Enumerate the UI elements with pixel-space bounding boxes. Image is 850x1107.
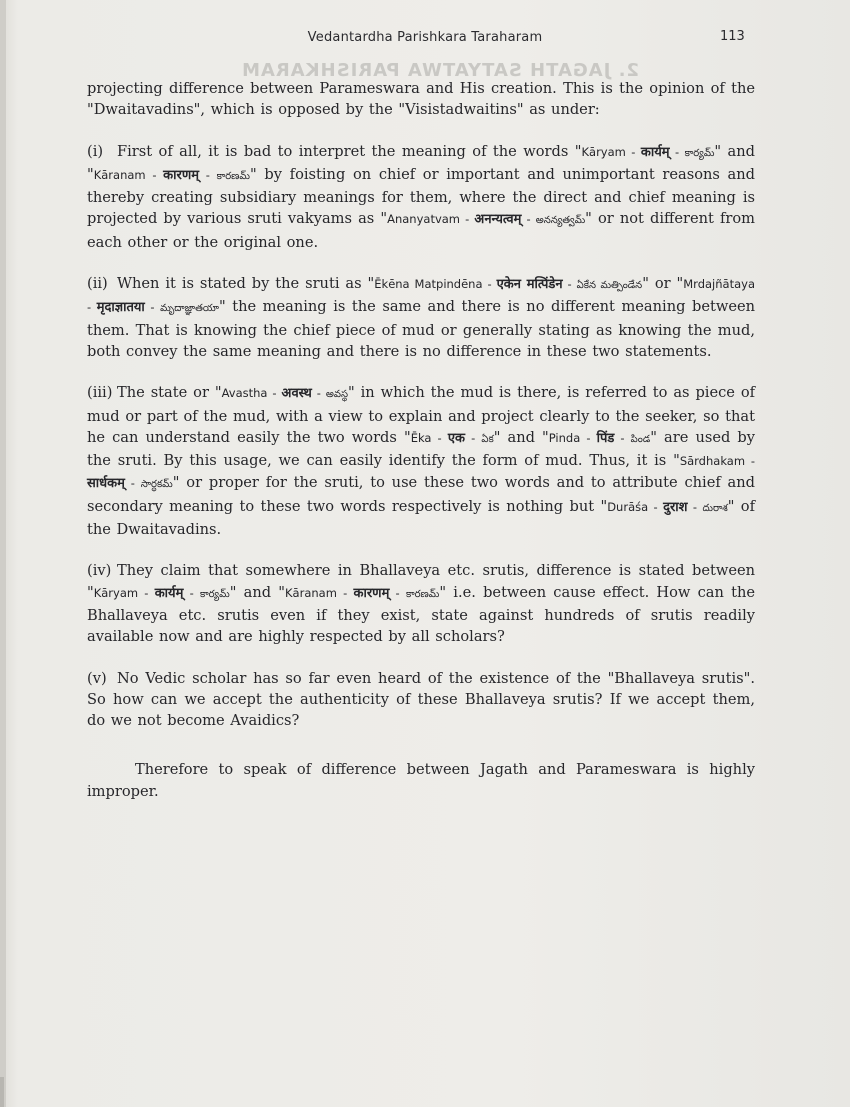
transliteration: Ēkēna Matpindēna - (374, 277, 497, 292)
item-label: (iv) (87, 562, 112, 580)
separator: - (144, 300, 161, 315)
transliteration: Kāryam - (93, 585, 155, 600)
item-label: (v) (87, 669, 107, 687)
transliteration: Sārdhakam - (679, 454, 755, 469)
telugu-term: పిండ (630, 433, 651, 445)
telugu-term: సార్ధకమ్ (140, 479, 173, 491)
transliteration: Pinda - (548, 430, 597, 445)
separator: - (614, 430, 631, 445)
devanagari-term: एक (447, 430, 465, 446)
devanagari-term: कारणम् (163, 167, 200, 183)
paragraph-iv (87, 560, 755, 647)
text: " the meaning is the same and there is no different meaning between them. That is knowing the chief piece of mud or generally stating as knowing the mud, both convey the same meaning and there is no difference in these two statements. (87, 298, 755, 360)
separator: - (465, 430, 482, 445)
separator: - (199, 167, 217, 182)
devanagari-term: मृदाज्ञातया (96, 300, 145, 316)
body-text (87, 78, 755, 822)
paragraph-iii (87, 382, 755, 540)
separator: - (687, 499, 703, 514)
intro-paragraph: projecting difference between Parameswara and His creation. This is the opinion of the "Dwaitavadins", which is opposed by the "Visistadwaitins" as under: (87, 80, 755, 119)
page-number: 113 (720, 29, 745, 44)
text: " and " (229, 583, 285, 601)
telugu-term: అనన్యత్వమ్ (535, 215, 586, 227)
devanagari-term: कार्यम् (154, 585, 184, 601)
transliteration: Kāranam - (93, 167, 164, 182)
text: " by foisting on chief or important and unimportant reasons and thereby creating subsidiary meanings for them, where the direct and chief meaning is projected by various sruti vakyams as " (87, 165, 755, 228)
telugu-term: కార్యమ్ (199, 588, 230, 600)
devanagari-term: अनन्यत्वम् (474, 212, 522, 228)
text: First of all, it is bad to interpret the meaning of the words " (117, 142, 582, 160)
telugu-term: అవస్థ (325, 389, 348, 401)
item-label: (i) (87, 142, 104, 160)
separator: - (311, 386, 326, 401)
text: " are used by the sruti. By this usage, we can easily identify the form of mud. Thus, it is " (87, 428, 755, 470)
separator: - (562, 277, 577, 292)
text: " and " (493, 428, 549, 446)
paragraph-i (87, 141, 755, 253)
devanagari-term: कार्यम् (640, 144, 670, 160)
text: The state or " (117, 384, 222, 402)
text: When it is stated by the sruti as " (117, 275, 375, 293)
text: " and " (87, 142, 755, 183)
text: No Vedic scholar has so far even heard of the existence of the "Bhallaveya srutis". So how can we accept the authenticity of these Bhallaveya srutis? If we accept them, do we not become Avaidics? (87, 669, 755, 730)
item-label: (ii) (87, 275, 108, 293)
conclusion-paragraph (87, 759, 755, 802)
transliteration: Durāśa - (607, 499, 664, 514)
transliteration: Kāryam - (581, 144, 641, 159)
separator: - (183, 585, 200, 600)
transliteration: Mrdajñātaya - (87, 277, 755, 315)
separator: - (389, 585, 406, 600)
separator: - (521, 212, 536, 227)
telugu-term: కారణమ్ (405, 588, 440, 600)
text: " of the Dwaitavadins. (87, 497, 755, 539)
devanagari-term: एकेन मत्पिंडेन (496, 277, 563, 293)
transliteration: Kāranam - (285, 585, 354, 600)
text: They claim that somewhere in Bhallaveya etc. srutis, difference is stated between " (87, 562, 755, 601)
telugu-term: దురాశ (702, 502, 728, 514)
telugu-term: కార్యమ్ (684, 147, 715, 159)
devanagari-term: पिंड (596, 430, 615, 446)
separator: - (669, 144, 685, 159)
separator: - (124, 476, 141, 491)
devanagari-term: अवस्थ (281, 386, 312, 402)
transliteration: Avastha - (221, 386, 282, 401)
telugu-term: కారణమ్ (216, 170, 251, 182)
paragraph-ii (87, 273, 755, 362)
text: " in which the mud is there, is referred to as piece of mud or part of the mud, with a view to explain and project clearly to the seeker, so that he can understand easily the two words " (87, 384, 756, 446)
paragraph-v (87, 668, 755, 732)
page-edge-mark (0, 1077, 4, 1107)
devanagari-term: दुराश (663, 499, 688, 515)
devanagari-term: सार्धकम् (87, 476, 125, 492)
page-left-edge (0, 0, 6, 1107)
item-label: (iii) (87, 384, 113, 402)
telugu-term: ఏకేన మత్పిండేన (576, 280, 643, 292)
text: " or not different from each other or the original one. (87, 210, 755, 251)
telugu-term: మృదాజ్ఞాతయా (160, 303, 219, 315)
text: " i.e. between cause effect. How can the Bhallaveya etc. srutis even if they exist, state against hundreds of srutis readily available now and are highly respected by all scholars? (87, 583, 755, 646)
transliteration: Ēka - (410, 430, 448, 445)
bleed-through-heading: 2. JAGATH SATYATWA PARISHKARAM (241, 60, 639, 81)
running-header-title: Vedantardha Parishkara Taraharam (307, 30, 543, 45)
text: " or proper for the sruti, to use these two words and to attribute chief and secondary meaning to these two words respectively is nothing but " (87, 474, 755, 515)
transliteration: Ananyatvam - (387, 212, 475, 227)
text: " or " (642, 275, 684, 293)
text: Therefore to speak of difference between Jagath and Parameswara is highly improper. (87, 761, 755, 800)
devanagari-term: कारणम् (353, 585, 390, 601)
telugu-term: ఏక (481, 433, 494, 445)
